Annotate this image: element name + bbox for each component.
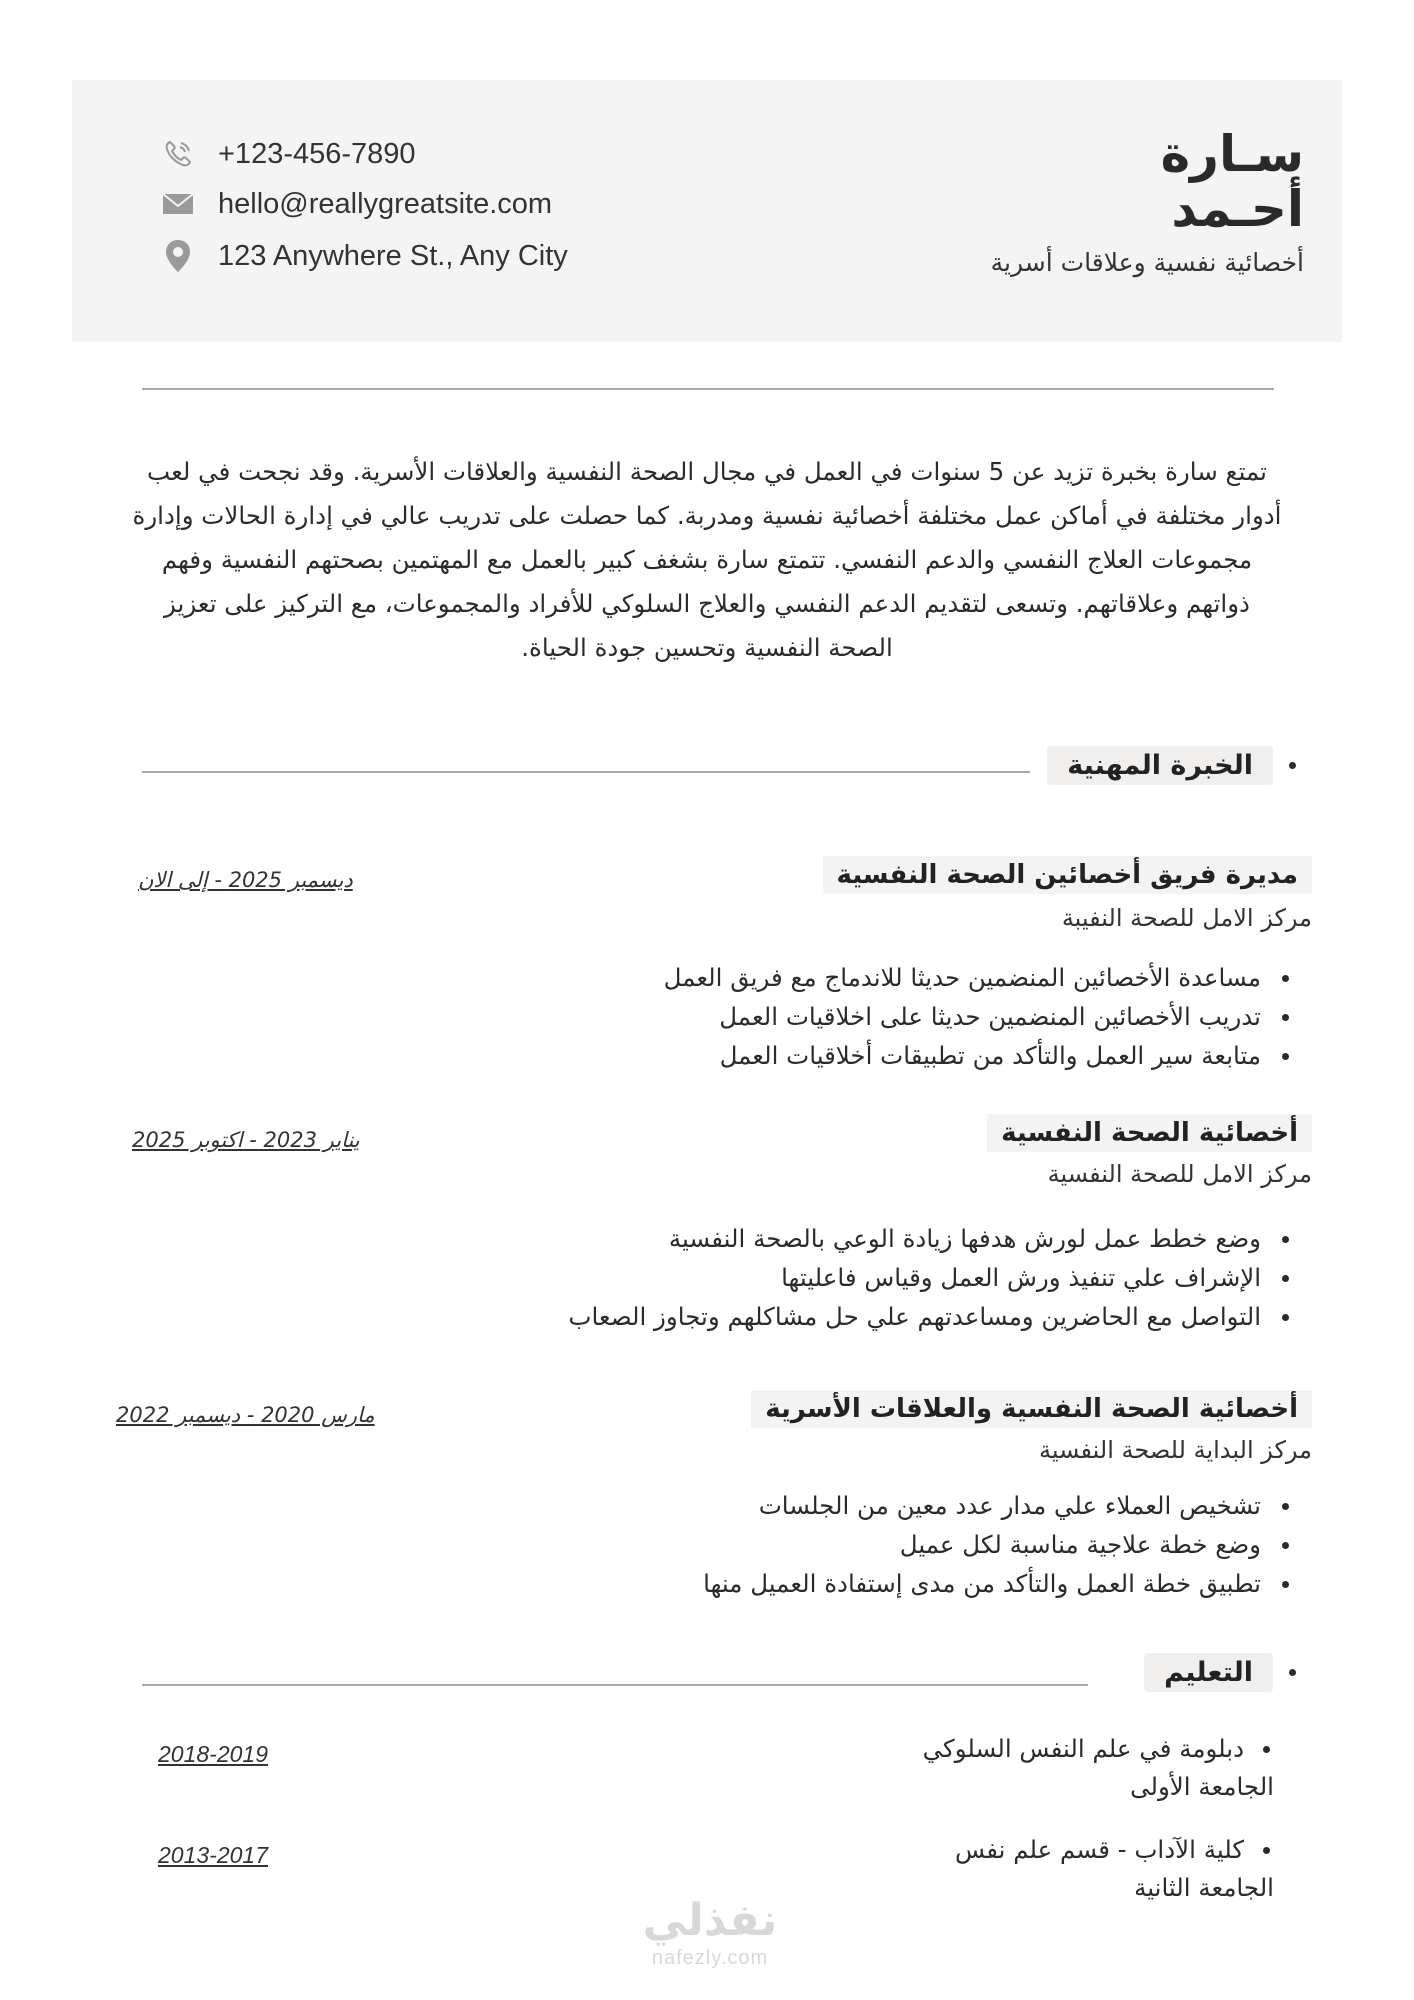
experience-heading-label: الخبرة المهنية (1047, 746, 1273, 785)
school-2: الجامعة الثانية (1134, 1873, 1274, 1902)
job-title-3: أخصائية الصحة النفسية والعلاقات الأسرية (751, 1390, 1312, 1428)
education-date-1: 2018-2019 (158, 1741, 268, 1767)
name-first: سـارة (1160, 125, 1304, 183)
map-pin-icon (160, 238, 196, 274)
education-divider (142, 1684, 1088, 1686)
job-company-3: مركز البداية للصحة النفسية (1039, 1436, 1312, 1464)
list-item: التواصل مع الحاضرين ومساعدتهم علي حل مشاكلهم وتجاوز الصعاب (568, 1297, 1299, 1336)
job-company-2: مركز الامل للصحة النفسية (1047, 1160, 1312, 1188)
education-date-2: 2013-2017 (158, 1842, 268, 1868)
email-text: hello@reallygreatsite.com (218, 187, 553, 220)
list-item: متابعة سير العمل والتأكد من تطبيقات أخلاقيات العمل (664, 1036, 1299, 1075)
list-item: وضع خطط عمل لورش هدفها زيادة الوعي بالصحة النفسية (568, 1219, 1299, 1258)
bullet-dot (1289, 1669, 1296, 1676)
header-divider (142, 388, 1274, 390)
address-text: 123 Anywhere St., Any City (218, 239, 568, 272)
degree-1: دبلومة في علم النفس السلوكي (923, 1730, 1274, 1768)
job-date-2: يناير 2023 - اكتوبر 2025 (132, 1128, 360, 1152)
watermark-url: nafezly.com (651, 1947, 769, 1969)
job-title-2: أخصائية الصحة النفسية (987, 1114, 1312, 1152)
education-item-2 (955, 1831, 1274, 1907)
phone-text: +123-456-7890 (218, 137, 416, 170)
bullet-dot (1289, 762, 1296, 769)
school-1: الجامعة الأولى (1130, 1772, 1274, 1801)
job-company-1: مركز الامل للصحة النفيبة (1061, 904, 1312, 932)
job-bullets-3 (703, 1486, 1299, 1603)
list-item: مساعدة الأخصائين المنضمين حديثا للاندماج مع فريق العمل (664, 958, 1299, 997)
contact-phone (160, 136, 416, 172)
list-item: تطبيق خطة العمل والتأكد من مدى إستفادة العميل منها (703, 1564, 1299, 1603)
list-item: تدريب الأخصائين المنضمين حديثا على اخلاقيات العمل (664, 997, 1299, 1036)
list-item: تشخيص العملاء علي مدار عدد معين من الجلسات (703, 1486, 1299, 1525)
job-title: أخصائية نفسية وعلاقات أسرية (990, 248, 1304, 277)
experience-heading (1047, 746, 1296, 785)
education-heading (1144, 1653, 1296, 1692)
watermark (620, 1895, 800, 1970)
degree-2: كلية الآداب - قسم علم نفس (955, 1831, 1274, 1869)
job-bullets-1 (664, 958, 1299, 1075)
job-date-3: مارس 2020 - ديسمبر 2022 (116, 1403, 375, 1427)
job-title-1: مديرة فريق أخصائين الصحة النفسية (823, 856, 1312, 894)
experience-divider (142, 771, 1030, 773)
education-heading-label: التعليم (1144, 1653, 1273, 1692)
phone-icon (160, 136, 196, 172)
contact-address (160, 238, 568, 274)
name-last: أحـمد (1171, 180, 1304, 238)
contact-email (160, 186, 552, 222)
mail-icon (160, 186, 196, 222)
profile-summary: تمتع سارة بخبرة تزيد عن 5 سنوات في العمل في مجال الصحة النفسية والعلاقات الأسرية. وقد نجحت في لعب أدوار مختلفة في أماكن عمل مختلفة أخصائية نفسية ومدربة. كما حصلت على تدريب عالي في إدارة الحالات وإدارة مجموعات العلاج النفسي والدعم النفسي. تتمتع سارة بشغف كبير بالعمل مع المهتمين بصحتهم النفسية وفهم ذواتهم وعلاقاتهم. وتسعى لتقديم الدعم النفسي والعلاج السلوكي للأفراد والمجموعات، مع التركيز على تعزيز الصحة النفسية وتحسين جودة الحياة. (132, 457, 1282, 662)
job-bullets-2 (568, 1219, 1299, 1336)
watermark-logo: نفذلي (642, 1895, 778, 1946)
education-item-1 (923, 1730, 1274, 1806)
list-item: الإشراف علي تنفيذ ورش العمل وقياس فاعليتها (568, 1258, 1299, 1297)
job-date-1: ديسمبر 2025 - إلى الان (138, 868, 353, 892)
list-item: وضع خطة علاجية مناسبة لكل عميل (703, 1525, 1299, 1564)
